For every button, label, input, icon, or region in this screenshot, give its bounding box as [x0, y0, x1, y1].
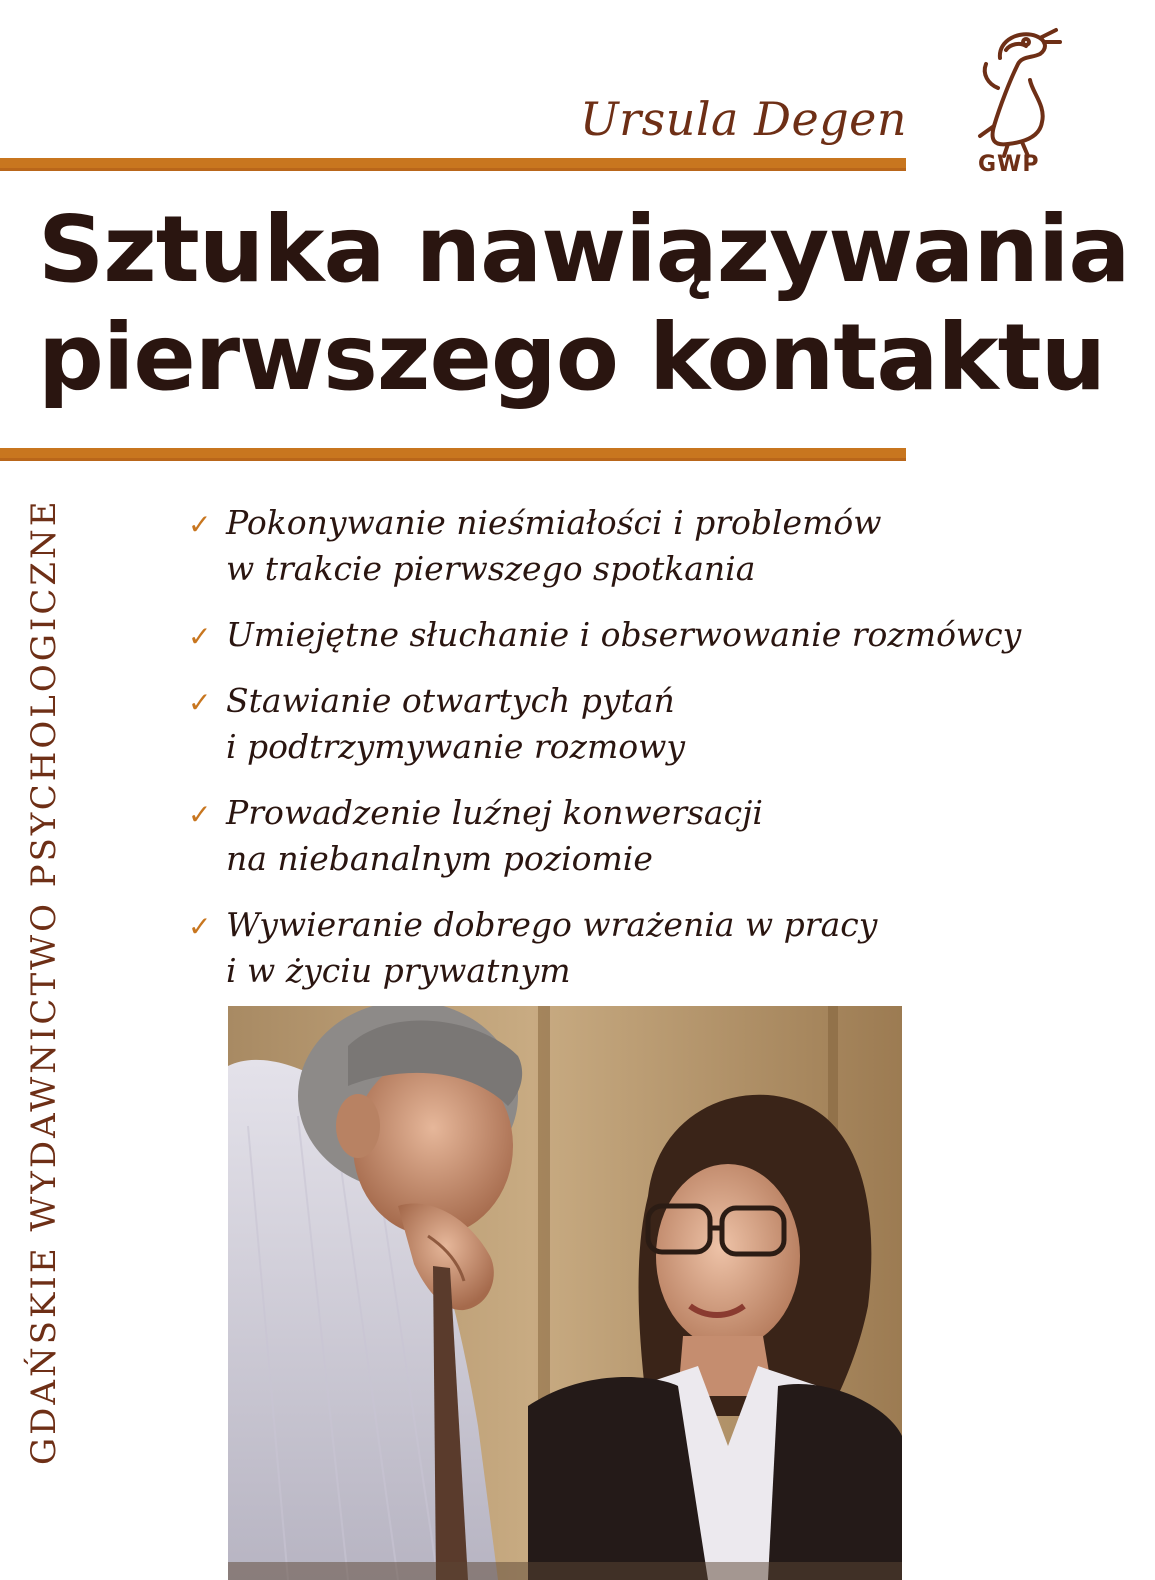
list-item: [188, 790, 1088, 882]
publisher-name-vertical: GDAŃSKIE WYDAWNICTWO PSYCHOLOGICZNE: [24, 498, 64, 1465]
checkmark-icon: ✓: [188, 508, 212, 541]
checkmark-icon: ✓: [188, 686, 212, 719]
list-item: [188, 902, 1088, 994]
feature-line: Wywieranie dobrego wrażenia w pracy: [226, 905, 878, 944]
list-item: [188, 678, 1088, 770]
list-item: [188, 500, 1088, 592]
title-line-1: Sztuka nawiązywania: [38, 196, 1130, 303]
cover-photo: [228, 1006, 902, 1580]
feature-line: Stawianie otwartych pytań: [226, 681, 675, 720]
book-title: [38, 196, 1130, 412]
feature-list: [188, 500, 1088, 1014]
publisher-logo-label: GWP: [978, 152, 1040, 177]
list-item: [188, 612, 1088, 658]
feature-line: i w życiu prywatnym: [226, 951, 571, 990]
author-name: Ursula Degen: [579, 92, 907, 146]
feature-line: Umiejętne słuchanie i obserwowanie rozmówcy: [226, 615, 1022, 654]
checkmark-icon: ✓: [188, 910, 212, 943]
feature-line: Prowadzenie luźnej konwersacji: [226, 793, 763, 832]
feature-line: Pokonywanie nieśmiałości i problemów: [226, 503, 882, 542]
feature-line: w trakcie pierwszego spotkania: [226, 549, 756, 588]
top-divider: [0, 158, 906, 171]
checkmark-icon: ✓: [188, 620, 212, 653]
bottom-divider: [0, 448, 906, 461]
feature-line: i podtrzymywanie rozmowy: [226, 727, 685, 766]
title-line-2: pierwszego kontaktu: [38, 304, 1106, 411]
checkmark-icon: ✓: [188, 798, 212, 831]
feature-line: na niebanalnym poziomie: [226, 839, 653, 878]
